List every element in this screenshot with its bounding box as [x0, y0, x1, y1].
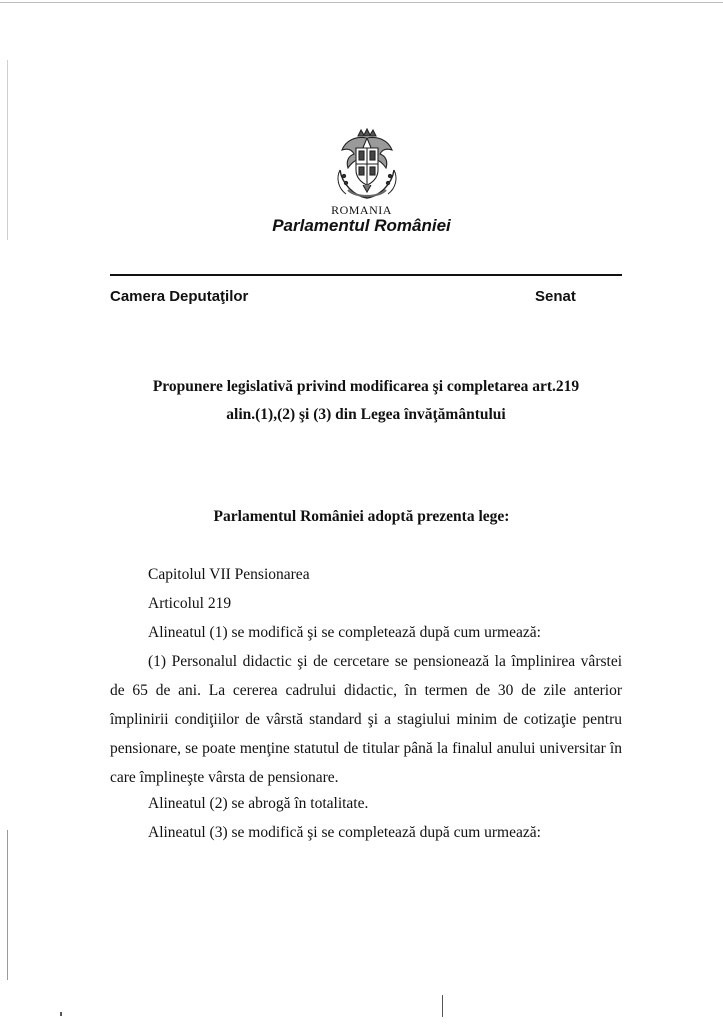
scan-artifact — [442, 995, 443, 1017]
scan-border-left-lower — [7, 830, 8, 980]
header-divider — [110, 274, 622, 276]
country-name: ROMANIA — [331, 203, 392, 217]
scan-border-top — [0, 2, 723, 3]
document-title — [110, 373, 622, 429]
paragraph-2-repeal: Alineatul (2) se abrogă în totalitate. — [148, 795, 369, 812]
scan-artifact-dot — [60, 1012, 62, 1016]
chamber-deputies-label: Camera Deputaţilor — [110, 288, 249, 305]
paragraph-1-text: (1) Personalul didactic şi de cercetare se pensionează la împlinirea vârstei de 65 de ani. La cererea cadrului didactic, în termen de 30 de zile anterior împlinirii condiţiilor de vârstă standard şi a stagiului minim de cotizaţie pentru pensionare, se poate menţine statutul de titular până la finalul anului universitar în care împlineşte vârsta de pensionare. — [110, 653, 622, 786]
article-heading: Articolul 219 — [148, 595, 232, 612]
document-title-line-1: Propunere legislativă privind modificarea şi completarea art.219 — [152, 378, 580, 395]
institution-name: Parlamentul României — [272, 216, 451, 235]
coat-of-arms-icon — [328, 126, 406, 206]
chamber-senate-label: Senat — [535, 288, 576, 305]
document-title-line-2: alin.(1),(2) şi (3) din Legea învăţământului — [226, 406, 506, 423]
amendment-paragraph-3-intro: Alineatul (3) se modifică şi se completează după cum urmează: — [148, 824, 541, 841]
chapter-heading: Capitolul VII Pensionarea — [148, 566, 310, 583]
amendment-paragraph-1-intro: Alineatul (1) se modifică şi se completează după cum urmează: — [148, 624, 541, 641]
adoption-statement: Parlamentul României adoptă prezenta lege: — [213, 508, 510, 525]
